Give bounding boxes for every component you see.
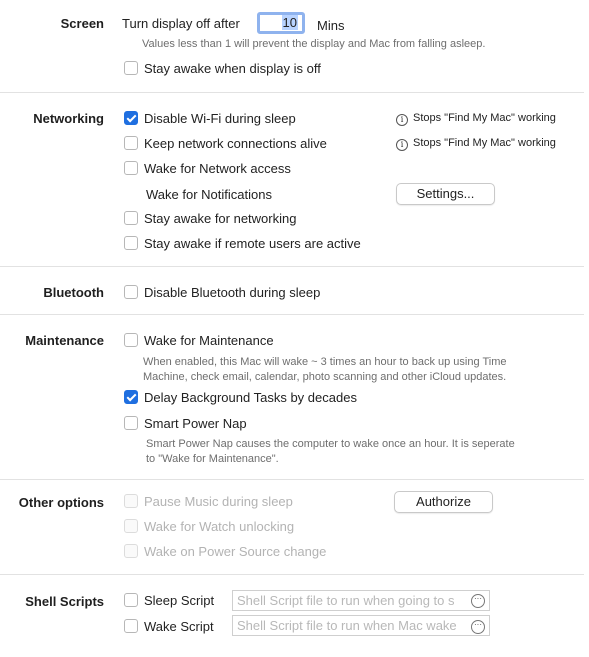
- disable-wifi-info-text: Stops "Find My Mac" working: [413, 112, 556, 124]
- divider: [0, 574, 584, 575]
- stay-awake-networking-checkbox[interactable]: [124, 211, 138, 225]
- minutes-unit-label: Mins: [317, 18, 345, 33]
- section-title-maintenance: Maintenance: [25, 333, 104, 348]
- section-title-networking: Networking: [33, 111, 104, 126]
- wake-maintenance-note-line1: When enabled, this Mac will wake ~ 3 times an hour to back up using Time: [143, 356, 507, 368]
- wake-network-label: Wake for Network access: [144, 161, 291, 176]
- section-title-shell-scripts: Shell Scripts: [25, 594, 104, 609]
- disable-wifi-checkbox[interactable]: [124, 111, 138, 125]
- stay-awake-remote-checkbox[interactable]: [124, 236, 138, 250]
- keep-connections-info: [396, 137, 556, 151]
- smart-power-nap-label: Smart Power Nap: [144, 416, 247, 431]
- divider: [0, 266, 584, 267]
- wake-script-field[interactable]: Shell Script file to run when Mac wake: [232, 615, 490, 636]
- sleep-script-label: Sleep Script: [144, 593, 215, 608]
- authorize-button[interactable]: Authorize: [394, 491, 493, 513]
- wake-watch-label: [144, 519, 294, 534]
- section-title-screen: Screen: [60, 16, 104, 31]
- pause-music-suffix: Music during sleep: [184, 494, 293, 509]
- turn-display-off-label: Turn display off after: [122, 16, 240, 31]
- divider: [0, 479, 584, 480]
- wake-watch-checkbox[interactable]: [124, 519, 138, 533]
- disable-wifi-info: [396, 112, 556, 126]
- wake-maintenance-note-line2: Machine, check email, calendar, photo scanning and other iCloud updates.: [143, 371, 507, 383]
- pause-music-checkbox[interactable]: [124, 494, 138, 508]
- delay-tasks-checkbox[interactable]: [124, 390, 138, 404]
- pause-music-label: [144, 494, 293, 509]
- wake-notifications-label: Wake for Notifications: [146, 187, 272, 202]
- section-title-bluetooth: Bluetooth: [43, 285, 104, 300]
- minutes-value: 10: [282, 15, 297, 30]
- stay-awake-remote-label: Stay awake if remote users are active: [144, 236, 361, 251]
- sleep-script-checkbox[interactable]: [124, 593, 138, 607]
- wake-network-checkbox[interactable]: [124, 161, 138, 175]
- display-note: Values less than 1 will prevent the display and Mac from falling asleep.: [142, 38, 486, 50]
- wake-power-source-label: Wake on Power Source change: [144, 544, 327, 559]
- divider: [0, 92, 584, 93]
- ellipsis-circle-icon[interactable]: ···: [471, 594, 485, 608]
- wake-script-checkbox[interactable]: [124, 619, 138, 633]
- pause-music-prefix: Pause: [144, 494, 181, 509]
- wake-maintenance-label: Wake for Maintenance: [144, 333, 274, 348]
- info-circle-icon: i: [396, 114, 408, 126]
- wake-power-source-checkbox[interactable]: [124, 544, 138, 558]
- keep-connections-label: Keep network connections alive: [144, 136, 327, 151]
- smart-nap-note-line1: Smart Power Nap causes the computer to wake once an hour. It is seperate: [146, 438, 515, 450]
- notifications-settings-button[interactable]: Settings...: [396, 183, 495, 205]
- keep-connections-checkbox[interactable]: [124, 136, 138, 150]
- disable-bluetooth-label: Disable Bluetooth during sleep: [144, 285, 321, 300]
- display-off-minutes-field[interactable]: [257, 12, 305, 34]
- info-circle-icon: i: [396, 139, 408, 151]
- ellipsis-circle-icon[interactable]: ···: [471, 620, 485, 634]
- wake-script-label: Wake Script: [144, 619, 214, 634]
- disable-bluetooth-checkbox[interactable]: [124, 285, 138, 299]
- delay-tasks-label: Delay Background Tasks by decades: [144, 390, 357, 405]
- stay-awake-display-label: Stay awake when display is off: [144, 61, 321, 76]
- wake-maintenance-checkbox[interactable]: [124, 333, 138, 347]
- smart-power-nap-checkbox[interactable]: [124, 416, 138, 430]
- divider: [0, 314, 584, 315]
- smart-nap-note-line2: to "Wake for Maintenance".: [146, 453, 279, 465]
- section-title-other-options: Other options: [18, 495, 104, 510]
- disable-wifi-label: Disable Wi-Fi during sleep: [144, 111, 296, 126]
- sleep-script-field[interactable]: Shell Script file to run when going to s: [232, 590, 490, 611]
- wake-watch-suffix: Watch unlocking: [199, 519, 295, 534]
- wake-watch-prefix: Wake for: [144, 519, 196, 534]
- keep-connections-info-text: Stops "Find My Mac" working: [413, 137, 556, 149]
- stay-awake-display-checkbox[interactable]: [124, 61, 138, 75]
- stay-awake-networking-label: Stay awake for networking: [144, 211, 297, 226]
